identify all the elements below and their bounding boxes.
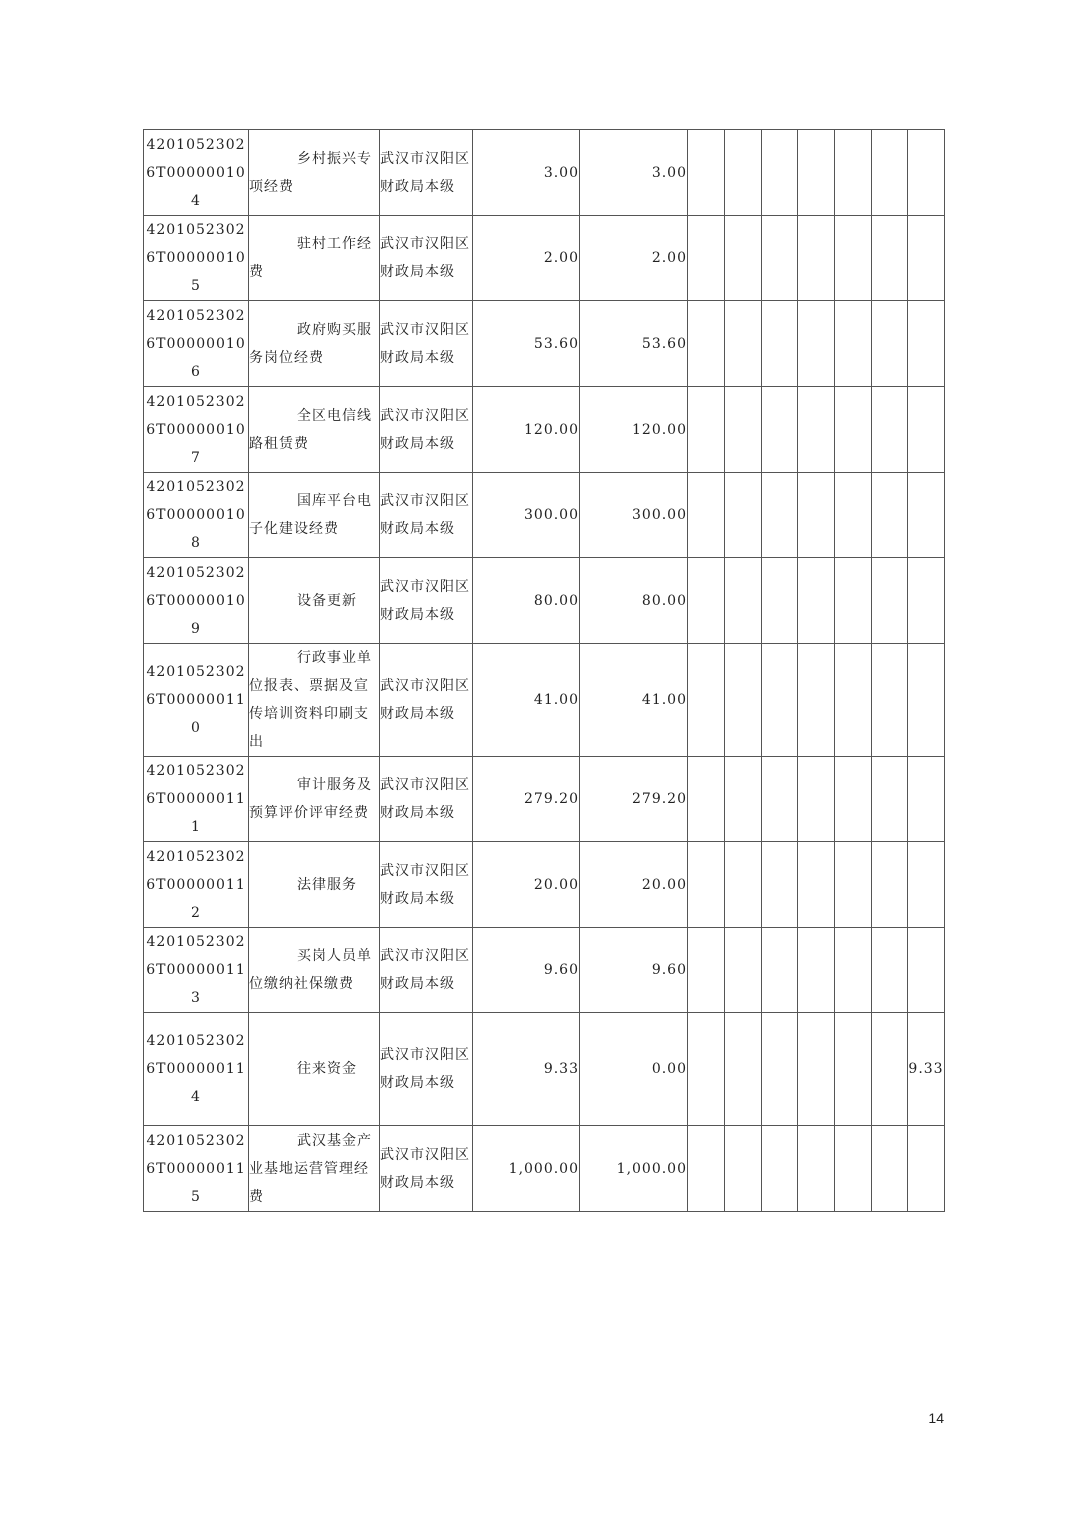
empty-cell [835, 473, 872, 558]
row-department: 武汉市汉阳区财政局本级 [380, 301, 473, 387]
row-total-amount: 3.00 [473, 130, 580, 216]
empty-cell [688, 757, 725, 842]
row-code: 42010523026T000000113 [144, 928, 249, 1013]
row-total-amount: 9.33 [473, 1013, 580, 1126]
empty-cell [762, 216, 798, 301]
row-department: 武汉市汉阳区财政局本级 [380, 644, 473, 757]
row-department: 武汉市汉阳区财政局本级 [380, 130, 473, 216]
row-department: 武汉市汉阳区财政局本级 [380, 387, 473, 473]
empty-cell [762, 1126, 798, 1212]
table-row [144, 301, 945, 387]
row-other-amount [908, 644, 945, 757]
table-row [144, 757, 945, 842]
row-total-amount: 53.60 [473, 301, 580, 387]
empty-cell [872, 473, 908, 558]
empty-cell [872, 387, 908, 473]
empty-cell [688, 1013, 725, 1126]
empty-cell [688, 1126, 725, 1212]
row-fiscal-amount: 53.60 [580, 301, 688, 387]
row-fiscal-amount: 120.00 [580, 387, 688, 473]
row-other-amount [908, 558, 945, 644]
row-department: 武汉市汉阳区财政局本级 [380, 558, 473, 644]
row-project-name: 国库平台电子化建设经费 [249, 473, 380, 558]
empty-cell [725, 757, 762, 842]
empty-cell [688, 558, 725, 644]
table-row [144, 473, 945, 558]
empty-cell [798, 558, 835, 644]
table-row [144, 1013, 945, 1126]
empty-cell [872, 216, 908, 301]
row-department: 武汉市汉阳区财政局本级 [380, 216, 473, 301]
empty-cell [762, 387, 798, 473]
row-department: 武汉市汉阳区财政局本级 [380, 473, 473, 558]
row-code: 42010523026T000000112 [144, 842, 249, 928]
empty-cell [835, 1013, 872, 1126]
row-project-name: 设备更新 [249, 558, 380, 644]
row-project-name: 驻村工作经费 [249, 216, 380, 301]
row-total-amount: 279.20 [473, 757, 580, 842]
empty-cell [798, 301, 835, 387]
row-project-name: 乡村振兴专项经费 [249, 130, 380, 216]
table-row [144, 842, 945, 928]
row-fiscal-amount: 300.00 [580, 473, 688, 558]
empty-cell [725, 644, 762, 757]
empty-cell [688, 842, 725, 928]
empty-cell [798, 1013, 835, 1126]
row-code: 42010523026T000000106 [144, 301, 249, 387]
table-row [144, 644, 945, 757]
empty-cell [725, 387, 762, 473]
row-fiscal-amount: 80.00 [580, 558, 688, 644]
empty-cell [835, 301, 872, 387]
empty-cell [872, 644, 908, 757]
empty-cell [798, 757, 835, 842]
empty-cell [725, 473, 762, 558]
empty-cell [835, 387, 872, 473]
table-row [144, 558, 945, 644]
row-fiscal-amount: 41.00 [580, 644, 688, 757]
empty-cell [762, 757, 798, 842]
empty-cell [725, 842, 762, 928]
row-code: 42010523026T000000110 [144, 644, 249, 757]
row-other-amount [908, 387, 945, 473]
empty-cell [725, 216, 762, 301]
empty-cell [835, 558, 872, 644]
empty-cell [872, 1126, 908, 1212]
row-project-name: 武汉基金产业基地运营管理经费 [249, 1126, 380, 1212]
row-project-name: 行政事业单位报表、票据及宣传培训资料印刷支出 [249, 644, 380, 757]
empty-cell [872, 558, 908, 644]
row-code: 42010523026T000000105 [144, 216, 249, 301]
empty-cell [798, 216, 835, 301]
empty-cell [835, 842, 872, 928]
row-fiscal-amount: 279.20 [580, 757, 688, 842]
row-total-amount: 2.00 [473, 216, 580, 301]
row-total-amount: 41.00 [473, 644, 580, 757]
empty-cell [688, 644, 725, 757]
empty-cell [725, 1126, 762, 1212]
empty-cell [725, 301, 762, 387]
row-other-amount [908, 1126, 945, 1212]
row-fiscal-amount: 2.00 [580, 216, 688, 301]
row-code: 42010523026T000000109 [144, 558, 249, 644]
empty-cell [798, 130, 835, 216]
row-total-amount: 20.00 [473, 842, 580, 928]
row-fiscal-amount: 0.00 [580, 1013, 688, 1126]
row-total-amount: 120.00 [473, 387, 580, 473]
empty-cell [725, 1013, 762, 1126]
empty-cell [835, 757, 872, 842]
row-project-name: 全区电信线路租赁费 [249, 387, 380, 473]
empty-cell [762, 644, 798, 757]
row-total-amount: 80.00 [473, 558, 580, 644]
empty-cell [762, 301, 798, 387]
empty-cell [835, 130, 872, 216]
row-other-amount [908, 216, 945, 301]
table-row [144, 130, 945, 216]
empty-cell [798, 928, 835, 1013]
row-other-amount [908, 757, 945, 842]
empty-cell [762, 842, 798, 928]
row-code: 42010523026T000000111 [144, 757, 249, 842]
budget-table [143, 129, 945, 1212]
empty-cell [872, 1013, 908, 1126]
empty-cell [725, 130, 762, 216]
empty-cell [762, 928, 798, 1013]
empty-cell [872, 757, 908, 842]
row-other-amount [908, 928, 945, 1013]
empty-cell [762, 558, 798, 644]
row-department: 武汉市汉阳区财政局本级 [380, 842, 473, 928]
empty-cell [688, 928, 725, 1013]
row-code: 42010523026T000000114 [144, 1013, 249, 1126]
row-fiscal-amount: 3.00 [580, 130, 688, 216]
empty-cell [688, 387, 725, 473]
row-total-amount: 300.00 [473, 473, 580, 558]
table-row [144, 216, 945, 301]
row-other-amount [908, 130, 945, 216]
empty-cell [835, 216, 872, 301]
row-other-amount: 9.33 [908, 1013, 945, 1126]
row-fiscal-amount: 9.60 [580, 928, 688, 1013]
empty-cell [872, 928, 908, 1013]
row-project-name: 政府购买服务岗位经费 [249, 301, 380, 387]
row-other-amount [908, 842, 945, 928]
empty-cell [872, 301, 908, 387]
row-code: 42010523026T000000107 [144, 387, 249, 473]
empty-cell [725, 558, 762, 644]
row-total-amount: 1,000.00 [473, 1126, 580, 1212]
empty-cell [798, 473, 835, 558]
row-total-amount: 9.60 [473, 928, 580, 1013]
table-body [144, 130, 945, 1212]
empty-cell [762, 473, 798, 558]
empty-cell [725, 928, 762, 1013]
row-project-name: 买岗人员单位缴纳社保缴费 [249, 928, 380, 1013]
empty-cell [835, 1126, 872, 1212]
empty-cell [872, 130, 908, 216]
empty-cell [798, 644, 835, 757]
row-fiscal-amount: 20.00 [580, 842, 688, 928]
row-project-name: 法律服务 [249, 842, 380, 928]
empty-cell [798, 842, 835, 928]
table-row [144, 1126, 945, 1212]
empty-cell [798, 1126, 835, 1212]
row-department: 武汉市汉阳区财政局本级 [380, 1013, 473, 1126]
empty-cell [762, 130, 798, 216]
row-department: 武汉市汉阳区财政局本级 [380, 757, 473, 842]
row-project-name: 往来资金 [249, 1013, 380, 1126]
empty-cell [798, 387, 835, 473]
row-department: 武汉市汉阳区财政局本级 [380, 1126, 473, 1212]
empty-cell [762, 1013, 798, 1126]
empty-cell [688, 216, 725, 301]
row-other-amount [908, 473, 945, 558]
row-fiscal-amount: 1,000.00 [580, 1126, 688, 1212]
page-number: 14 [928, 1410, 944, 1426]
row-other-amount [908, 301, 945, 387]
row-code: 42010523026T000000115 [144, 1126, 249, 1212]
empty-cell [872, 842, 908, 928]
table-row [144, 387, 945, 473]
table-row [144, 928, 945, 1013]
row-project-name: 审计服务及预算评价评审经费 [249, 757, 380, 842]
row-code: 42010523026T000000108 [144, 473, 249, 558]
row-department: 武汉市汉阳区财政局本级 [380, 928, 473, 1013]
empty-cell [688, 130, 725, 216]
empty-cell [835, 928, 872, 1013]
empty-cell [688, 301, 725, 387]
row-code: 42010523026T000000104 [144, 130, 249, 216]
empty-cell [688, 473, 725, 558]
empty-cell [835, 644, 872, 757]
